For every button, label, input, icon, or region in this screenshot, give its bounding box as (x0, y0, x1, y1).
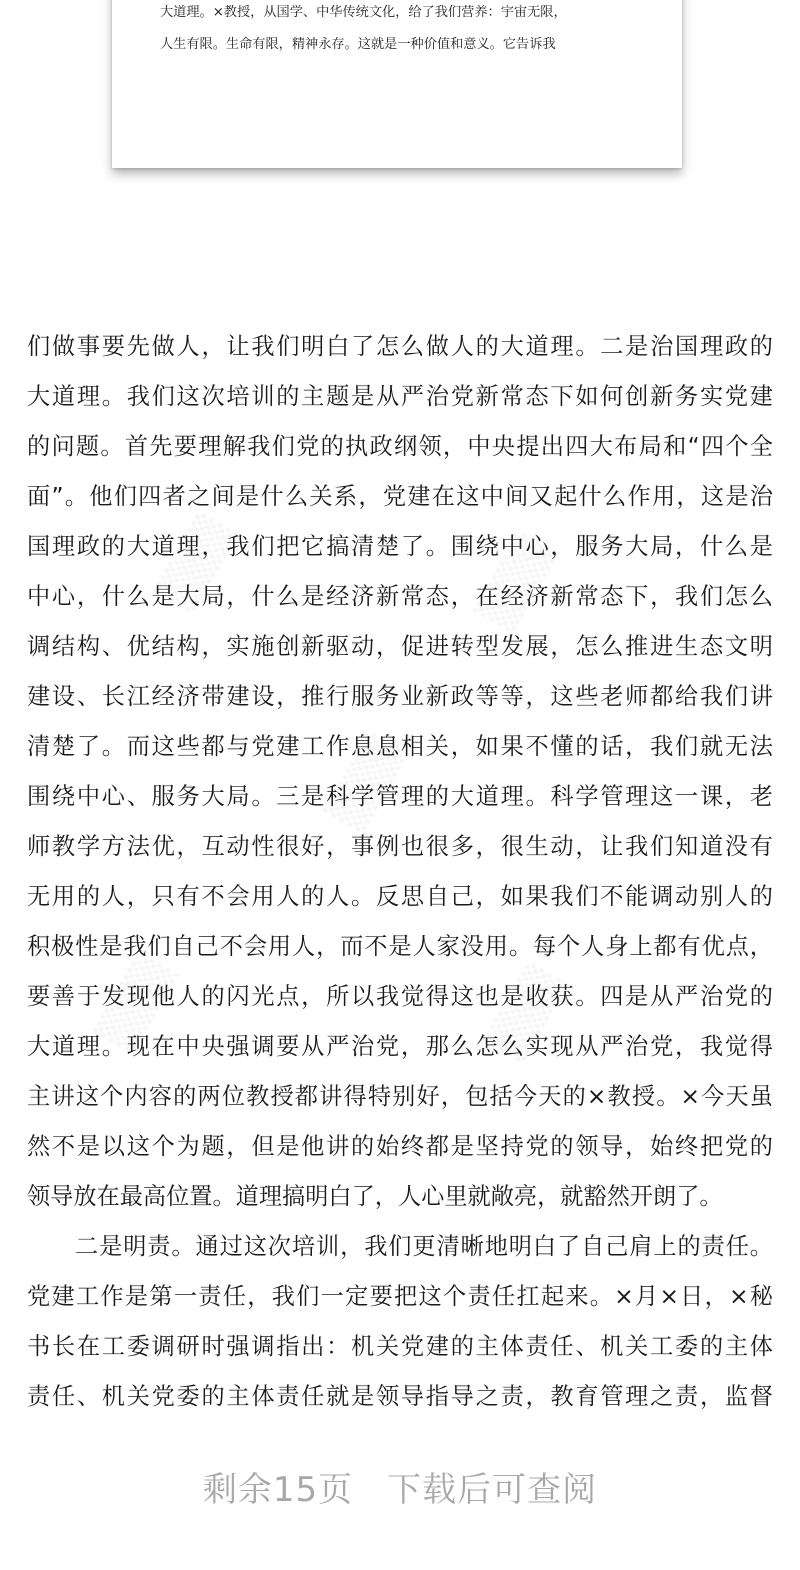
remaining-pages-label: 剩余15页 (202, 1470, 354, 1510)
text-line: 领导放在最高位置。道理搞明白了，人心里就敞亮，就豁然开朗了。 (27, 1183, 723, 1210)
text-line: 责任、机关党委的主体责任就是领导指导之责，教育管理之责，监督 (27, 1383, 773, 1410)
text-line: 建设、长江经济带建设，推行服务业新政等等，这些老师都给我们讲 (27, 683, 773, 710)
download-more-banner[interactable] (0, 1462, 800, 1511)
download-hint-label: 下载后可查阅 (387, 1470, 598, 1510)
text-line: 围绕中心、服务大局。三是科学管理的大道理。科学管理这一课，老 (27, 783, 773, 810)
text-line: 们做事要先做人，让我们明白了怎么做人的大道理。二是治国理政的 (27, 333, 773, 360)
text-line: 的问题。首先要理解我们党的执政纲领，中央提出四大布局和“四个全 (27, 433, 773, 460)
text-line: 清楚了。而这些都与党建工作息息相关，如果不懂的话，我们就无法 (27, 733, 773, 760)
text-line: 无用的人，只有不会用人的人。反思自己，如果我们不能调动别人的 (27, 883, 773, 910)
text-line: 中心，什么是大局，什么是经济新常态，在经济新常态下，我们怎么 (27, 583, 773, 610)
text-line: 调结构、优结构，实施创新驱动，促进转型发展，怎么推进生态文明 (27, 633, 773, 660)
text-line: 积极性是我们自己不会用人，而不是人家没用。每个人身上都有优点， (27, 933, 773, 960)
preview-line: 人生有限。生命有限，精神永存。这就是一种价值和意义。它告诉我 (160, 37, 556, 52)
preview-card (112, 0, 682, 168)
text-line: 大道理。现在中央强调要从严治党，那么怎么实现从严治党，我觉得 (27, 1033, 773, 1060)
text-line: 面”。他们四者之间是什么关系，党建在这中间又起什么作用，这是治 (27, 483, 773, 510)
preview-line: 大道理。×教授，从国学、中华传统文化，给了我们营养：宇宙无限， (160, 5, 567, 20)
text-line: 然不是以这个为题，但是他讲的始终都是坚持党的领导，始终把党的 (27, 1133, 773, 1160)
text-line: 主讲这个内容的两位教授都讲得特别好，包括今天的×教授。×今天虽 (27, 1083, 773, 1110)
text-line: 书长在工委调研时强调指出：机关党建的主体责任、机关工委的主体 (27, 1333, 773, 1360)
text-line: 国理政的大道理，我们把它搞清楚了。围绕中心，服务大局，什么是 (27, 533, 773, 560)
text-line: 要善于发现他人的闪光点，所以我觉得这也是收获。四是从严治党的 (27, 983, 773, 1010)
text-line: 二是明责。通过这次培训，我们更清晰地明白了自己肩上的责任。 (75, 1233, 773, 1260)
text-line: 师教学方法优，互动性很好，事例也很多，很生动，让我们知道没有 (27, 833, 773, 860)
text-line: 大道理。我们这次培训的主题是从严治党新常态下如何创新务实党建 (27, 383, 773, 410)
text-line: 党建工作是第一责任，我们一定要把这个责任扛起来。×月×日，×秘 (27, 1283, 773, 1310)
